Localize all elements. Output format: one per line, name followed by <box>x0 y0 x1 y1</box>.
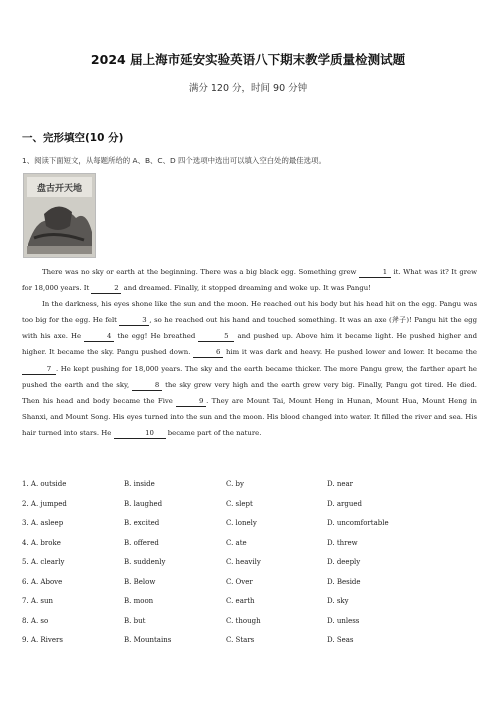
option-choice: B. laughed <box>124 499 163 508</box>
option-row <box>22 500 482 520</box>
option-choice: 2. A. jumped <box>22 499 67 508</box>
option-choice: D. near <box>327 480 353 488</box>
answer-blank-10: 10 <box>114 429 166 439</box>
answer-blank-9: 9 <box>176 397 206 407</box>
option-choice: C. ate <box>226 538 247 547</box>
option-choice: D. argued <box>327 499 362 508</box>
answer-blank-7: 7 <box>22 365 56 375</box>
passage-paragraph: There was no sky or earth at the beginning. There was a big black egg. Something grew 1 it. What was it? It grew for 18,000 years. It 2 and dreamed. Finally, it stopped dreaming and woke up. It was Pangu! <box>22 268 477 293</box>
option-choice: C. by <box>226 480 244 488</box>
book-cover-illustration <box>24 174 95 257</box>
option-choice: B. Below <box>124 577 156 586</box>
answer-blank-3: 3 <box>119 316 149 326</box>
option-choice: D. deeply <box>327 558 361 566</box>
option-choice: B. moon <box>124 597 154 605</box>
answer-blank-6: 6 <box>193 348 223 358</box>
option-choice: C. heavily <box>226 558 261 566</box>
option-choice: C. earth <box>226 597 255 605</box>
option-choice: B. excited <box>124 519 160 527</box>
option-choice: C. lonely <box>226 519 257 527</box>
option-choice: C. though <box>226 616 261 625</box>
exam-info: 满分 120 分，时间 90 分钟 <box>188 83 308 94</box>
option-row <box>22 480 482 500</box>
option-choice: D. Seas <box>327 636 354 644</box>
option-choice: C. Stars <box>226 636 255 644</box>
answer-blank-1: 1 <box>359 268 391 278</box>
option-row <box>22 539 482 559</box>
option-row <box>22 636 482 656</box>
answer-options <box>22 480 482 656</box>
option-choice: D. uncomfortable <box>327 519 389 527</box>
option-choice: 7. A. sun <box>22 597 54 605</box>
option-choice: B. inside <box>124 480 155 488</box>
book-cover-title: 盘古开天地 <box>36 184 83 194</box>
option-choice: 8. A. so <box>22 616 49 625</box>
option-choice: 4. A. broke <box>22 538 61 547</box>
option-choice: B. suddenly <box>124 558 166 566</box>
option-choice: 5. A. clearly <box>22 558 65 566</box>
answer-blank-5: 5 <box>198 332 234 342</box>
option-choice: 3. A. asleep <box>22 519 64 527</box>
option-choice: C. slept <box>226 499 253 508</box>
option-choice: D. threw <box>327 538 358 547</box>
option-choice: 1. A. outside <box>22 480 67 488</box>
option-choice: D. Beside <box>327 577 361 586</box>
option-row <box>22 578 482 598</box>
option-choice: 9. A. Rivers <box>22 636 63 644</box>
book-cover-image <box>23 173 96 258</box>
section-heading: 一、完形填空(10 分) <box>22 132 124 144</box>
option-choice: C. Over <box>226 577 253 586</box>
answer-blank-8: 8 <box>132 381 162 391</box>
option-row <box>22 519 482 539</box>
page-title: 2024 届上海市延安实验英语八下期末教学质量检测试题 <box>90 52 406 67</box>
option-row <box>22 597 482 617</box>
option-choice: 6. A. Above <box>22 577 63 586</box>
option-row <box>22 617 482 637</box>
question-instruction: 1、阅读下面短文，从每题所给的 A、B、C、D 四个选项中选出可以填入空白处的最佳选项。 <box>22 156 326 165</box>
option-row <box>22 558 482 578</box>
cloze-passage <box>22 264 477 441</box>
option-choice: D. sky <box>327 597 349 605</box>
passage-paragraph: In the darkness, his eyes shone like the sun and the moon. He reached out his body but his head hit on the egg. Pangu was too big for the egg. He felt 3 , so he reached out his hand and touched something. It was an axe (斧子)! Pangu hit the egg with his axe. He 4 the egg! He breathed 5 and pushed up. Above him it became light. He pushed higher and higher. It became the sky. Pangu pushed down. 6 him it was dark and heavy. He pushed lower and lower. It became the 7 . He kept pushing for 18,000 years. The sky and the earth became thicker. The more Pangu grew, the farther apart he pushed the earth and the sky, 8 the sky grew very high and the earth grew very big. Finally, Pangu got tired. He died. Then his head and body became the Five 9 . They are Mount Tai, Mount Heng in Hunan, Mount Hua, Mount Heng in Shanxi, and Mount Song. His eyes turned into the sun and the moon. His blood changed into water. It filled the river and sea. His hair turned into stars. He 10 became part of the nature. <box>22 300 478 437</box>
option-choice: D. unless <box>327 616 360 625</box>
option-choice: B. Mountains <box>124 636 172 644</box>
option-choice: B. but <box>124 616 146 625</box>
answer-blank-2: 2 <box>91 284 121 294</box>
answer-blank-4: 4 <box>84 332 114 342</box>
option-choice: B. offered <box>124 538 159 547</box>
